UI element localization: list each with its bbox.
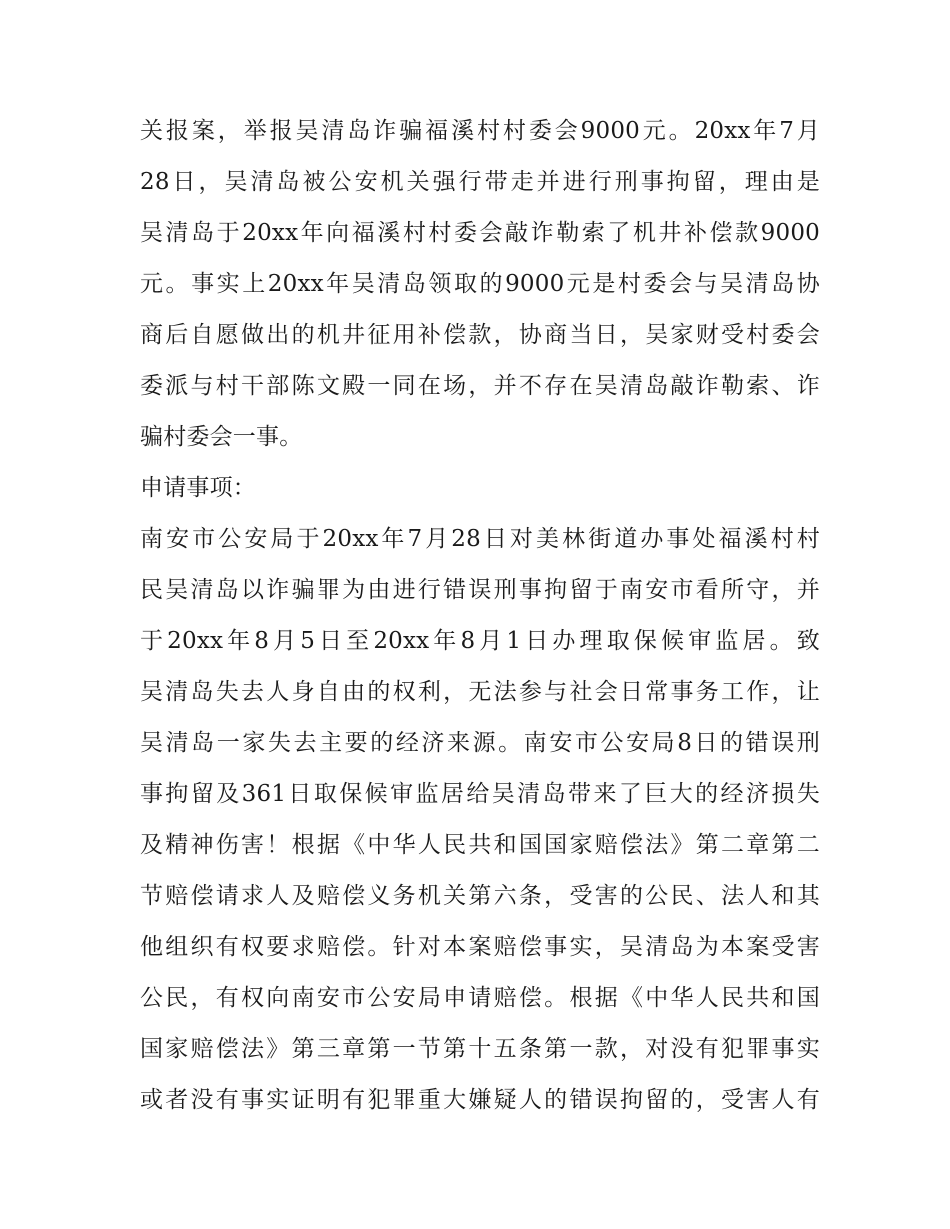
text-line: 或者没有事实证明有犯罪重大嫌疑人的错误拘留的，受害人有 xyxy=(140,1087,820,1113)
text-line: 南安市公安局于20xx年7月28日对美林街道办事处福溪村村 xyxy=(140,526,820,552)
text-line: 于20xx年8月5日至20xx年8月1日办理取保候审监居。致 xyxy=(140,628,820,654)
text-line: 吴清岛一家失去主要的经济来源。南安市公安局8日的错误刑 xyxy=(140,730,820,756)
text-line: 他组织有权要求赔偿。针对本案赔偿事实，吴清岛为本案受害 xyxy=(140,934,820,960)
text-line: 吴清岛失去人身自由的权利，无法参与社会日常事务工作，让 xyxy=(140,679,820,705)
document-body xyxy=(140,106,820,1126)
text-line: 委派与村干部陈文殿一同在场，并不存在吴清岛敲诈勒索、诈 xyxy=(140,373,820,399)
text-line: 事拘留及361日取保候审监居给吴清岛带来了巨大的经济损失 xyxy=(140,781,820,807)
text-line: 骗村委会一事。 xyxy=(140,424,303,450)
text-line: 公民，有权向南安市公安局申请赔偿。根据《中华人民共和国 xyxy=(140,985,820,1011)
text-line: 民吴清岛以诈骗罪为由进行错误刑事拘留于南安市看所守，并 xyxy=(140,577,820,603)
text-line: 吴清岛于20xx年向福溪村村委会敲诈勒索了机井补偿款9000 xyxy=(140,220,820,246)
text-line: 节赔偿请求人及赔偿义务机关第六条，受害的公民、法人和其 xyxy=(140,883,820,909)
text-line: 商后自愿做出的机井征用补偿款，协商当日，吴家财受村委会 xyxy=(140,322,820,348)
text-line: 关报案，举报吴清岛诈骗福溪村村委会9000元。20xx年7月 xyxy=(140,118,820,144)
text-line: 及精神伤害！根据《中华人民共和国国家赔偿法》第二章第二 xyxy=(140,832,820,858)
text-line: 28日，吴清岛被公安机关强行带走并进行刑事拘留，理由是 xyxy=(140,169,820,195)
text-line: 国家赔偿法》第三章第一节第十五条第一款，对没有犯罪事实 xyxy=(140,1036,820,1062)
section-heading: 申请事项： xyxy=(140,475,256,501)
text-line: 元。事实上20xx年吴清岛领取的9000元是村委会与吴清岛协 xyxy=(140,271,820,297)
